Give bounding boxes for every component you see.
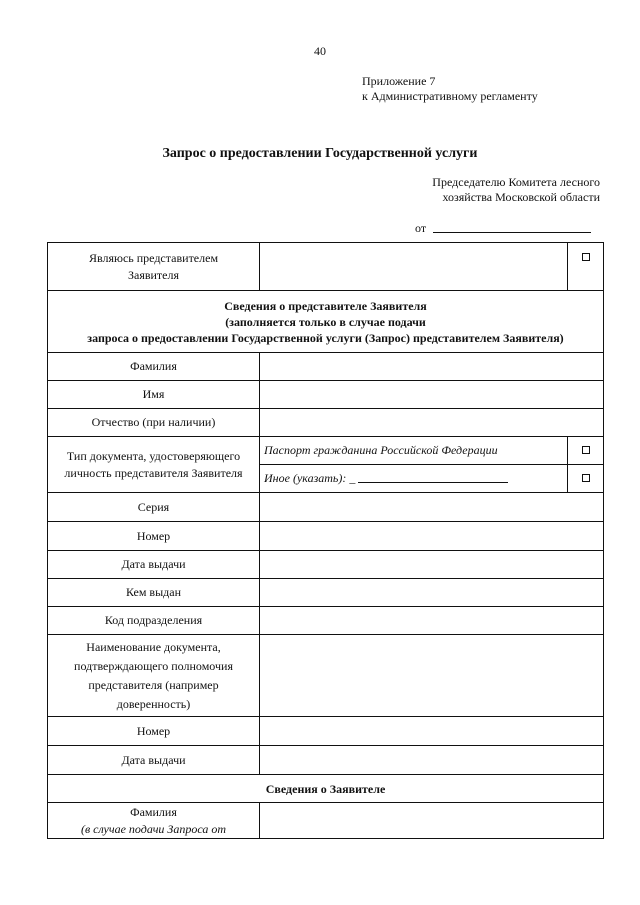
other-checkbox-cell[interactable] xyxy=(568,465,604,493)
name-field[interactable] xyxy=(260,381,604,409)
doc-type-label-line-1: Тип документа, удостоверяющего xyxy=(66,448,241,463)
representative-checkbox[interactable] xyxy=(582,253,590,261)
issue-date-row xyxy=(48,551,604,579)
patronymic-row xyxy=(48,409,604,437)
auth-number-label: Номер xyxy=(48,717,260,746)
issue-date-field[interactable] xyxy=(260,551,604,579)
number-row xyxy=(48,522,604,551)
representative-label-line-2: Заявителя xyxy=(127,267,180,282)
issued-by-row xyxy=(48,579,604,607)
rep-section-header-line-2: (заполняется только в случае подачи xyxy=(225,314,426,329)
applicant-surname-note: (в случае подачи Запроса от xyxy=(80,822,227,836)
number-label: Номер xyxy=(48,522,260,551)
authority-doc-field[interactable] xyxy=(260,635,604,717)
patronymic-field[interactable] xyxy=(260,409,604,437)
rep-section-header-row xyxy=(48,291,604,353)
surname-row xyxy=(48,353,604,381)
addressee-line-1: Председателю Комитета лесного xyxy=(432,175,600,189)
rep-section-header xyxy=(48,291,604,353)
division-code-row xyxy=(48,607,604,635)
auth-number-field[interactable] xyxy=(260,717,604,746)
name-row xyxy=(48,381,604,409)
annex-line-1: Приложение 7 xyxy=(362,74,436,88)
representative-checkbox-cell[interactable] xyxy=(568,243,604,291)
issued-by-field[interactable] xyxy=(260,579,604,607)
document-title: Запрос о предоставлении Государственной услуги xyxy=(162,146,478,161)
other-checkbox[interactable] xyxy=(582,474,590,482)
patronymic-label: Отчество (при наличии) xyxy=(48,409,260,437)
authority-doc-label-line-4: доверенность) xyxy=(116,696,191,711)
applicant-surname-label xyxy=(48,803,260,839)
authority-doc-label-line-1: Наименование документа, xyxy=(86,639,221,654)
doc-option-other-label: Иное (указать): _ xyxy=(264,471,356,485)
addressee xyxy=(395,175,600,205)
auth-issue-date-field[interactable] xyxy=(260,746,604,775)
issued-by-label: Кем выдан xyxy=(48,579,260,607)
from-label: от xyxy=(415,221,427,235)
number-field[interactable] xyxy=(260,522,604,551)
applicant-surname-row xyxy=(48,803,604,839)
surname-label: Фамилия xyxy=(48,353,260,381)
applicant-section-header: Сведения о Заявителе xyxy=(48,775,604,803)
issue-date-label: Дата выдачи xyxy=(48,551,260,579)
doc-type-row-passport xyxy=(48,437,604,465)
addressee-line-2: хозяйства Московской области xyxy=(442,190,600,204)
authority-doc-row xyxy=(48,635,604,717)
series-label: Серия xyxy=(48,493,260,522)
from-line xyxy=(415,221,591,236)
representative-label-line-1: Являюсь представителем xyxy=(88,250,219,265)
request-form-table xyxy=(47,242,604,839)
representative-value-cell[interactable] xyxy=(260,243,568,291)
doc-option-other xyxy=(260,465,568,493)
applicant-section-header-row xyxy=(48,775,604,803)
rep-section-header-line-3: запроса о предоставлении Государственной услуги (Запрос) представителем Заявителя) xyxy=(87,330,564,345)
doc-option-passport: Паспорт гражданина Российской Федерации xyxy=(260,437,568,465)
annex-reference xyxy=(362,74,538,104)
from-field[interactable] xyxy=(433,221,591,233)
representative-label xyxy=(48,243,260,291)
doc-type-label-line-2: личность представителя Заявителя xyxy=(64,465,243,480)
name-label: Имя xyxy=(48,381,260,409)
page-number: 40 xyxy=(314,44,326,58)
representative-row xyxy=(48,243,604,291)
applicant-surname-field[interactable] xyxy=(260,803,604,839)
series-field[interactable] xyxy=(260,493,604,522)
auth-issue-date-row xyxy=(48,746,604,775)
doc-type-label xyxy=(48,437,260,493)
doc-option-other-field[interactable] xyxy=(358,471,508,483)
authority-doc-label-line-3: представителя (например xyxy=(88,677,219,692)
auth-number-row xyxy=(48,717,604,746)
division-code-field[interactable] xyxy=(260,607,604,635)
series-row xyxy=(48,493,604,522)
auth-issue-date-label: Дата выдачи xyxy=(48,746,260,775)
rep-section-header-line-1: Сведения о представителе Заявителя xyxy=(224,298,427,313)
passport-checkbox[interactable] xyxy=(582,446,590,454)
annex-line-2: к Административному регламенту xyxy=(362,89,538,103)
authority-doc-label xyxy=(48,635,260,717)
authority-doc-label-line-2: подтверждающего полномочия xyxy=(74,658,233,673)
surname-field[interactable] xyxy=(260,353,604,381)
applicant-surname-label-line-1: Фамилия xyxy=(130,805,177,819)
division-code-label: Код подразделения xyxy=(48,607,260,635)
passport-checkbox-cell[interactable] xyxy=(568,437,604,465)
